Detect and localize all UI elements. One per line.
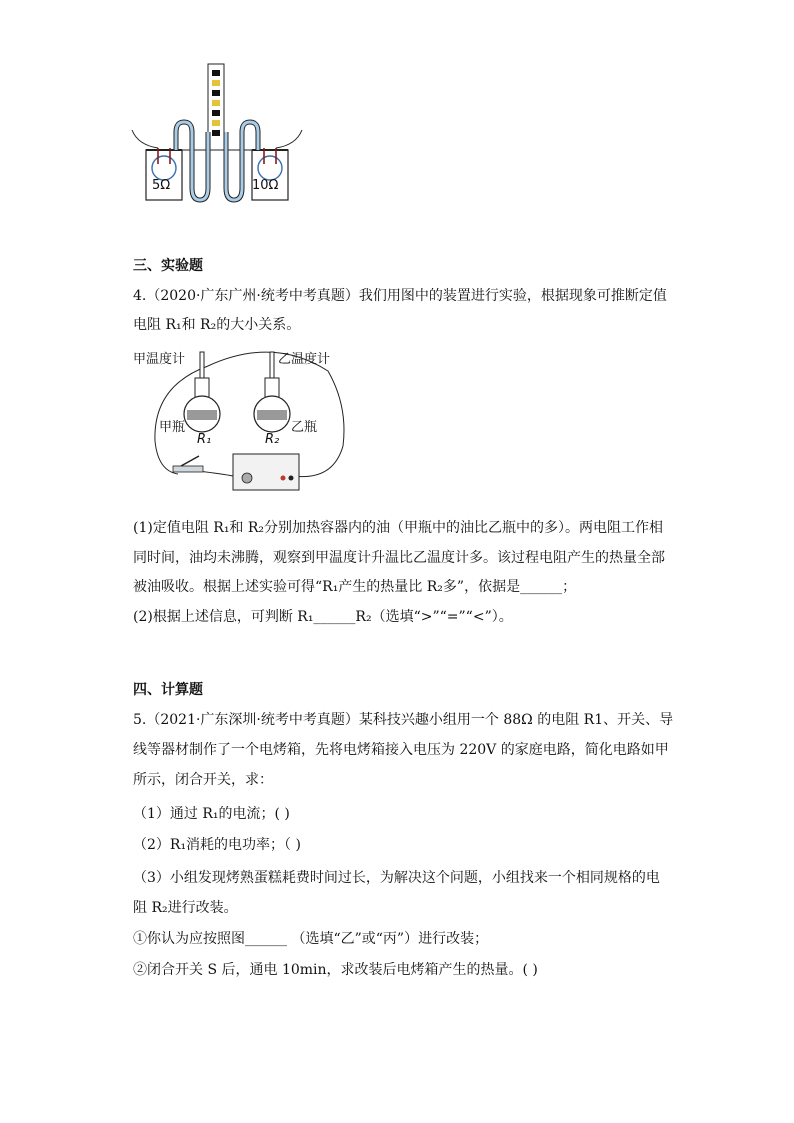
flask-a-label: 甲瓶 bbox=[159, 420, 186, 435]
section-heading-experiment: 三、实验题 bbox=[133, 258, 203, 274]
thermometer-a-label: 甲温度计 bbox=[133, 352, 186, 367]
question-5-line-2: 线等器材制作了一个电烤箱，先将电烤箱接入电压为 220V 的家庭电路，简化电路如甲 bbox=[133, 742, 669, 758]
resistor-r2-label: R₂ bbox=[265, 432, 280, 447]
resistor-r1-label: R₁ bbox=[197, 432, 212, 447]
question-5-sub-3-line-3: ①你认为应按照图______ （选填“乙”或“丙”）进行改装； bbox=[133, 931, 489, 947]
flask-b-label: 乙瓶 bbox=[291, 420, 318, 435]
question-5-sub-3-line-1: （3）小组发现烤熟蛋糕耗费时间过长，为解决这个问题，小组找来一个相同规格的电 bbox=[133, 870, 660, 886]
resistor-10-label: 10Ω bbox=[252, 178, 279, 193]
section-heading-calculation: 四、计算题 bbox=[133, 682, 203, 698]
thermometer-b-label: 乙温度计 bbox=[278, 352, 331, 367]
question-5-line-1: 5.（2021·广东深圳·统考中考真题）某科技兴趣小组用一个 88Ω 的电阻 R1、开关、导 bbox=[133, 712, 674, 728]
question-4-part-1-line-2: 同时间，油均未沸腾，观察到甲温度计升温比乙温度计多。该过程电阻产生的热量全部 bbox=[133, 550, 665, 566]
question-4-line-1: 4.（2020·广东广州·统考中考真题）我们用图中的装置进行实验，根据现象可推断定值 bbox=[133, 288, 667, 304]
question-4-part-1-line-1: (1)定值电阻 R₁和 R₂分别加热容器内的油（甲瓶中的油比乙瓶中的多）。两电阻工作相 bbox=[133, 520, 664, 536]
figure-u-tube-apparatus bbox=[128, 60, 308, 205]
question-4-part-1-line-3: 被油吸收。根据上述实验可得“R₁产生的热量比 R₂多”，依据是______； bbox=[133, 579, 577, 595]
question-5-sub-3-line-4: ②闭合开关 S 后，通电 10min，求改装后电烤箱产生的热量。( ) bbox=[133, 962, 538, 978]
question-5-sub-2: （2）R₁消耗的电功率；（ ) bbox=[133, 837, 301, 853]
question-5-sub-1: （1）通过 R₁的电流；( ) bbox=[133, 806, 290, 822]
question-5-sub-3-line-2: 阻 R₂进行改装。 bbox=[133, 900, 238, 916]
resistor-5-label: 5Ω bbox=[152, 178, 171, 193]
question-4-line-2: 电阻 R₁和 R₂的大小关系。 bbox=[133, 317, 301, 333]
question-4-part-2-line-1: (2)根据上述信息，可判断 R₁______R₂（选填“>”“=”“<”）。 bbox=[133, 609, 513, 625]
figure-flask-circuit bbox=[133, 346, 373, 494]
question-5-line-3: 所示，闭合开关，求： bbox=[133, 772, 273, 788]
